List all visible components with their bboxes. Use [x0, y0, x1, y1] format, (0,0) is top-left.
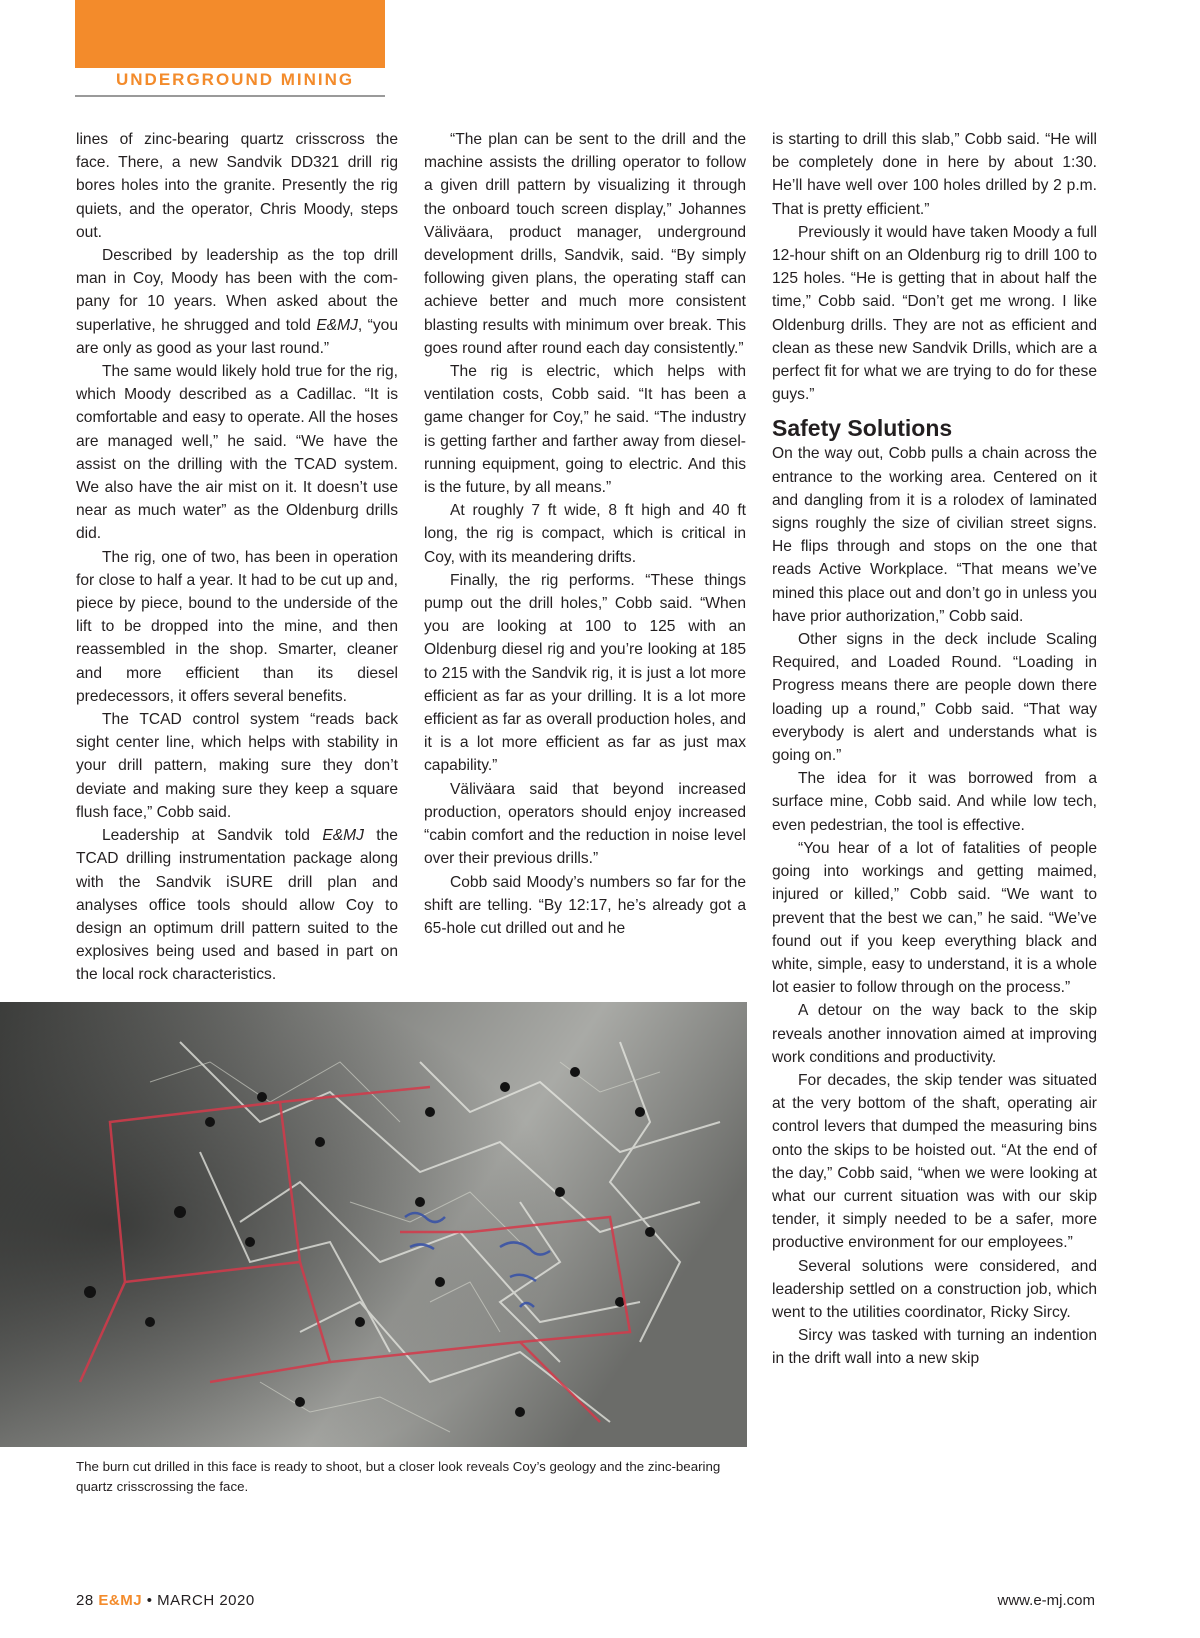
- paragraph: The rig, one of two, has been in operation for close to half a year. It had to be cut up and, piece by piece, bound to the underside of the lift to be dropped into the mine, and then reassembled in the shop. Smarter, cleaner and more efficient than its diesel predecessors, it offers several benefits.: [76, 548, 398, 705]
- paragraph: Previously it would have taken Moody a full 12-hour shift on an Oldenburg rig to drill 100 to 125 holes. “He is getting that in about half the time,” Cobb said. “Don’t get me wrong. I like Oldenburg drills. They are not as efficient and clean as these new Sandvik Drills, which are a perfect fit for what we are trying to do for these guys.”: [772, 223, 1097, 404]
- paragraph: The rig is electric, which helps with ventilation costs, Cobb said. “It has been a game changer for Coy,” he said. “The industry is getting farther and farther away from diesel-running equipment, going to electric. And this is the future, by all means.”: [424, 363, 746, 497]
- footer-folio: [76, 1592, 255, 1609]
- paragraph: Finally, the rig performs. “These things pump out the drill holes,” Cobb said. “When you are looking at 100 to 125 with an Oldenburg diesel rig and you’re looking at 185 to 215 with the Sandvik rig, it is just a lot more efficient as far as your drilling. It is a lot more efficient as far as overall production holes, and it is a lot more efficient as far as just max capability.”: [424, 571, 746, 775]
- paragraph: Väliväara said that beyond increased production, operators should enjoy increased “cabin comfort and the reduction in noise level over their previous drills.”: [424, 780, 746, 868]
- article-column-3: [772, 128, 1097, 1371]
- footer-url[interactable]: www.e-mj.com: [997, 1592, 1095, 1609]
- paragraph: A detour on the way back to the skip reveals another innovation aimed at improving work conditions and productivity.: [772, 1002, 1097, 1066]
- paragraph: The idea for it was borrowed from a surface mine, Cobb said. And while low tech, even pedestrian, the tool is effective.: [772, 770, 1097, 834]
- section-subhead: Safety Solutions: [772, 415, 953, 442]
- paragraph: Sircy was tasked with turning an indention in the drift wall into a new skip: [772, 1327, 1097, 1368]
- paragraph: “The plan can be sent to the drill and the machine assists the drilling operator to follow a given drill pattern by visualizing it through the onboard touch screen display,” Johannes Väliväara, product manager, underground development drills, Sandvik, said. “By simply following given plans, the operating staff can achieve better and much more consistent blasting results with minimum over break. This goes round after round each day consistently.”: [424, 131, 746, 357]
- paragraph: Several solutions were considered, and leadership settled on a construction job, which went to the utilities coordinator, Ricky Sircy.: [772, 1257, 1097, 1321]
- paragraph: The same would likely hold true for the rig, which Moody described as a Cadillac. “It is comfortable and easy to operate. All the hoses are managed well,” he said. “We have the assist on the drilling with the TCAD system. We also have the air mist on it. It doesn’t use near as much water” as the Oldenburg drills did.: [76, 363, 398, 543]
- paragraph: At roughly 7 ft wide, 8 ft high and 40 ft long, the rig is compact, which is critical in Coy, with its meandering drifts.: [424, 502, 746, 566]
- section-divider: [75, 95, 385, 97]
- article-column-2: [424, 128, 746, 940]
- paragraph: Cobb said Moody’s numbers so far for the shift are telling. “By 12:17, he’s already got a 65-hole cut drilled out and he: [424, 873, 746, 937]
- page-number: 28: [76, 1592, 94, 1609]
- paragraph: Leadership at Sandvik told E&MJ the TCAD drilling instrumentation package along with the Sandvik iSURE drill plan and analyses office tools should allow Coy to design an optimum drill pattern suited to the explosives being used and based in part on the local rock characteristics.: [76, 827, 398, 984]
- footer-separator: •: [146, 1592, 153, 1609]
- paragraph: Described by leadership as the top drill man in Coy, Moody has been with the company for 10 years. When asked about the superlative, he shrugged and told E&MJ, “you are only as good as your last round.”: [76, 247, 398, 357]
- paragraph: “You hear of a lot of fatalities of people going into workings and getting maimed, injured or killed,” Cobb said. “We want to prevent that the best we can,” he said. “We’ve found out if you keep everything black and white, simple, easy to understand, it is a whole lot easier to follow through on the process.”: [772, 839, 1097, 997]
- paragraph: lines of zinc-bearing quartz crisscross the face. There, a new Sandvik DD321 drill rig bores holes into the granite. Presently the rig quiets, and the operator, Chris Moody, steps out.: [76, 131, 398, 241]
- article-column-1: [76, 128, 398, 987]
- rock-face-photo: [0, 1002, 747, 1447]
- photo-caption: The burn cut drilled in this face is ready to shoot, but a closer look reveals Coy’s geology and the zinc-bearing quartz crisscrossing the face.: [76, 1459, 721, 1494]
- section-label: UNDERGROUND MINING: [116, 70, 355, 89]
- paragraph: The TCAD control system “reads back sight center line, which helps with stability in your drill pattern, making sure they don’t deviate and making sure they keep a square flush face,” Cobb said.: [76, 711, 398, 821]
- paragraph: For decades, the skip tender was situated at the very bottom of the shaft, operating air control levers that dumped the measuring bins onto the skips to be hoisted out. “At the end of the day,” Cobb said, “when we were looking at what our current situation was with our skip tender, it simply needed to be a safer, more productive environment for our employees.”: [772, 1071, 1097, 1252]
- issue-date: MARCH 2020: [157, 1592, 255, 1609]
- magazine-brand: E&MJ: [98, 1592, 143, 1609]
- paragraph: is starting to drill this slab,” Cobb said. “He will be completely done in here by about 1:30. He’ll have well over 100 holes drilled by 2 p.m. That is pretty efficient.”: [772, 131, 1097, 218]
- paragraph: On the way out, Cobb pulls a chain across the entrance to the working area. Centered on it and dangling from it is a rolodex of laminated signs roughly the size of civilian street signs. He flips through and stops on the one that reads Active Workplace. “That means we’ve mined this place out and don’t go in unless you have prior authorization,” Cobb said.: [772, 445, 1097, 625]
- paragraph: Other signs in the deck include Scaling Required, and Loaded Round. “Loading in Progress means there are people down there loading up a round,” Cobb said. “That way everybody is alert and understands what is going on.”: [772, 631, 1097, 765]
- header-color-tab: [75, 0, 385, 68]
